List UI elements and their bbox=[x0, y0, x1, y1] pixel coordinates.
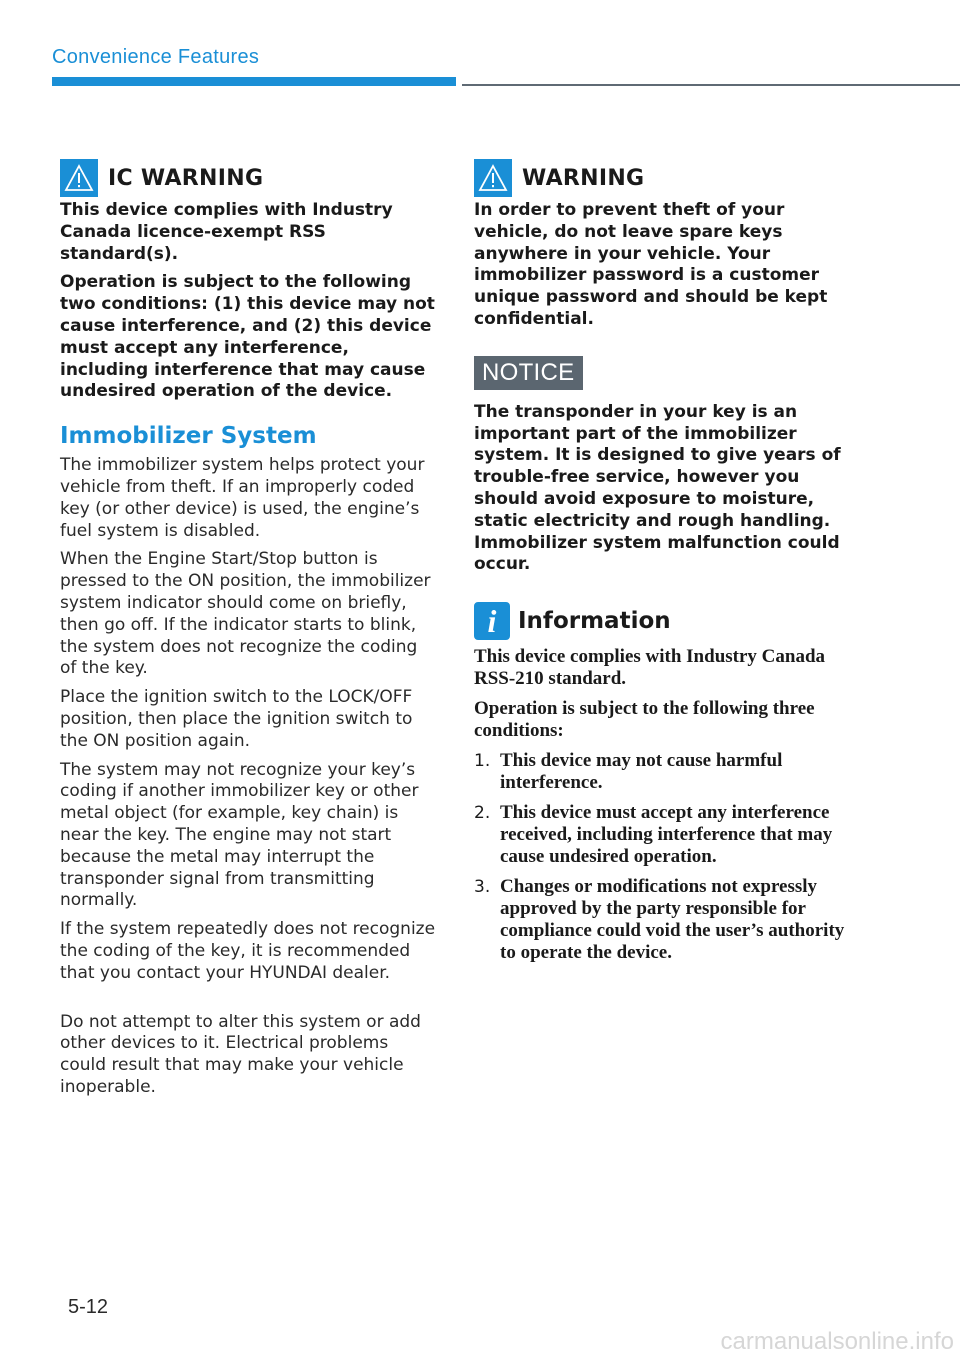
ic-warning-heading bbox=[60, 158, 436, 198]
immobilizer-heading: Immobilizer System bbox=[60, 423, 317, 450]
notice-badge: NOTICE bbox=[474, 356, 583, 390]
list-item-number: 1. bbox=[474, 751, 491, 772]
watermark: carmanualsonline.info bbox=[720, 1328, 954, 1355]
warning-heading bbox=[474, 158, 854, 198]
conditions-list bbox=[474, 750, 854, 964]
warning-title: WARNING bbox=[522, 165, 645, 191]
list-item bbox=[474, 802, 854, 868]
information-heading bbox=[474, 602, 854, 640]
info-icon: i bbox=[474, 602, 510, 640]
immobilizer-paragraph: Do not attempt to alter this system or add other devices to it. Electrical problems could result that may make your vehicle inoperable. bbox=[60, 1011, 421, 1097]
information-title: Information bbox=[518, 608, 671, 635]
warning-triangle-icon bbox=[474, 159, 512, 197]
immobilizer-paragraph: When the Engine Start/Stop button is pressed to the ON position, the immobilizer system indicator should come on briefly, then go off. If the indicator starts to blink, the system does not recognize the coding of the key. bbox=[60, 549, 431, 679]
section-header-title: Convenience Features bbox=[52, 46, 260, 68]
right-column bbox=[474, 158, 854, 972]
list-item bbox=[474, 876, 854, 964]
information-paragraph: This device complies with Industry Canada RSS-210 standard. bbox=[474, 646, 826, 690]
list-item-number: 2. bbox=[474, 803, 491, 824]
immobilizer-paragraph: Place the ignition switch to the LOCK/OFF position, then place the ignition switch to the ON position again. bbox=[60, 687, 413, 751]
list-item bbox=[474, 750, 854, 794]
ic-warning-title: IC WARNING bbox=[108, 165, 264, 191]
left-column bbox=[60, 158, 436, 1106]
list-item-text: Changes or modifications not expressly approved by the party responsible for compliance could void the user’s authority to operate the device. bbox=[500, 876, 845, 964]
notice-text: The transponder in your key is an important part of the immobilizer system. It is designed to give years of trouble-free service, however you should avoid exposure to moisture, static electricity and rough handling. Immobilizer system malfunction could occur. bbox=[474, 401, 841, 575]
header-rule bbox=[462, 84, 960, 86]
list-item-number: 3. bbox=[474, 877, 491, 898]
warning-triangle-icon bbox=[60, 159, 98, 197]
ic-warning-paragraph: This device complies with Industry Canada licence-exempt RSS standard(s). bbox=[60, 200, 393, 264]
list-item-text: This device may not cause harmful interference. bbox=[500, 750, 783, 794]
immobilizer-paragraph: If the system repeatedly does not recognize the coding of the key, it is recommended that you contact your HYUNDAI dealer. bbox=[60, 919, 436, 983]
page-number: 5-12 bbox=[68, 1296, 109, 1318]
immobilizer-paragraph: The immobilizer system helps protect your vehicle from theft. If an improperly coded key (or other device) is used, the engine’s fuel system is disabled. bbox=[60, 455, 425, 541]
list-item-text: This device must accept any interference received, including interference that may cause undesired operation. bbox=[500, 802, 833, 868]
information-paragraph: Operation is subject to the following three conditions: bbox=[474, 698, 815, 742]
ic-warning-paragraph: Operation is subject to the following two conditions: (1) this device may not cause interference, and (2) this device must accept any interference, including interference that may cause undesired operation of the device. bbox=[60, 272, 435, 402]
warning-text: In order to prevent theft of your vehicle, do not leave spare keys anywhere in your vehicle. Your immobilizer password is a customer unique password and should be kept confidential. bbox=[474, 200, 828, 329]
immobilizer-paragraph: The system may not recognize your key’s coding if another immobilizer key or other metal object (for example, key chain) is near the key. The engine may not start because the metal may interrupt the transponder signal from transmitting normally. bbox=[60, 759, 419, 911]
header-accent-bar bbox=[52, 77, 456, 86]
